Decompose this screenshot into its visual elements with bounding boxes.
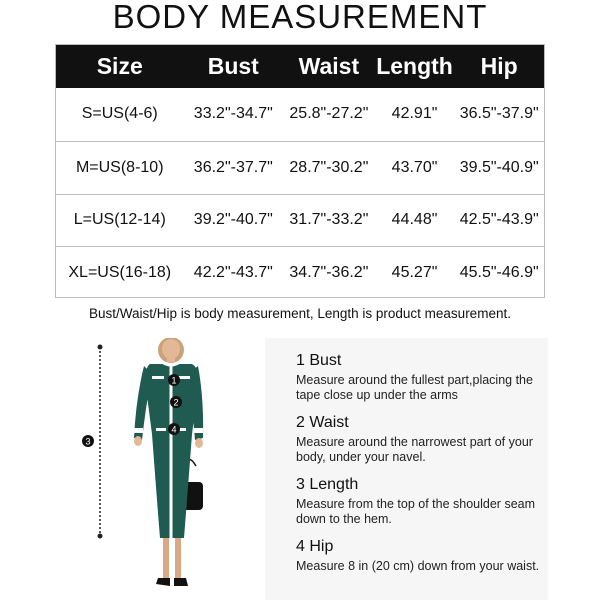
table-row [56,246,544,299]
cell-hip: 36.5"-37.9" [459,105,539,123]
instruction-desc: Measure 8 in (20 cm) down from your waist. [296,559,540,573]
table-row [56,194,544,247]
cell-size: L=US(12-14) [73,211,166,229]
neck [167,356,175,362]
instruction-bust [296,352,541,403]
header-length: Length [376,53,453,79]
left-hand [134,436,142,446]
table-row [56,141,544,194]
table-header [56,45,544,88]
right-cuff [194,428,203,433]
marker-waist [170,396,182,408]
cell-hip: 39.5"-40.9" [459,158,539,176]
cell-hip: 42.5"-43.9" [459,211,539,229]
length-line-top [98,345,103,350]
instruction-title: 3 Length [296,476,359,493]
instruction-title: 1 Bust [296,352,342,369]
instruction-desc: Measure from the top of the shoulder seam down to the hem. [296,497,536,526]
instruction-title: 2 Waist [296,414,349,431]
dress-illustration [80,338,255,600]
left-shoe [156,578,170,586]
length-line-bottom [98,534,103,539]
svg-text:4: 4 [171,424,177,435]
cell-hip: 45.5"-46.9" [459,264,539,282]
cell-bust: 36.2"-37.7" [193,158,273,176]
instruction-desc: Measure around the fullest part,placing the tape close up under the arms [296,373,533,402]
marker-hip [168,423,180,435]
header-waist: Waist [298,53,360,79]
cell-bust: 42.2"-43.7" [193,264,273,282]
cell-length: 43.70" [391,158,438,176]
cell-bust: 39.2"-40.7" [193,211,273,229]
instruction-desc: Measure around the narrowest part of your body, under your navel. [296,435,533,464]
header-bust: Bust [207,53,259,79]
right-leg [175,538,181,578]
marker-bust [168,374,180,386]
cell-length: 45.27" [391,264,438,282]
svg-text:1: 1 [171,375,177,386]
cell-length: 44.48" [391,211,438,229]
instruction-hip [296,538,541,574]
measurement-note: Bust/Waist/Hip is body measurement, Length is product measurement. [89,306,511,321]
right-hand [195,438,203,448]
marker-length [82,435,94,447]
header-hip: Hip [480,53,518,79]
svg-text:3: 3 [85,436,91,447]
pocket-trim-left [152,376,164,379]
model-figure [80,338,255,600]
instruction-waist [296,414,541,465]
size-chart-table [55,44,545,298]
cell-waist: 28.7"-30.2" [289,158,369,176]
cell-length: 42.91" [391,105,438,123]
instructions-panel [265,338,548,600]
right-shoe [174,578,188,586]
cell-size: M=US(8-10) [75,158,164,176]
cell-size: S=US(4-6) [81,105,158,123]
instruction-title: 4 Hip [296,538,334,555]
cell-waist: 25.8"-27.2" [289,105,369,123]
cell-waist: 31.7"-33.2" [289,211,369,229]
header-size: Size [96,53,143,79]
table-row [56,88,544,141]
page-title: BODY MEASUREMENT [112,0,488,35]
left-cuff [134,428,143,433]
svg-text:2: 2 [173,397,179,408]
cell-bust: 33.2"-34.7" [193,105,273,123]
instruction-length [296,476,541,527]
left-leg [163,538,169,578]
hip-pocket-left [156,428,166,431]
cell-waist: 34.7"-36.2" [289,264,369,282]
cell-size: XL=US(16-18) [68,264,172,282]
